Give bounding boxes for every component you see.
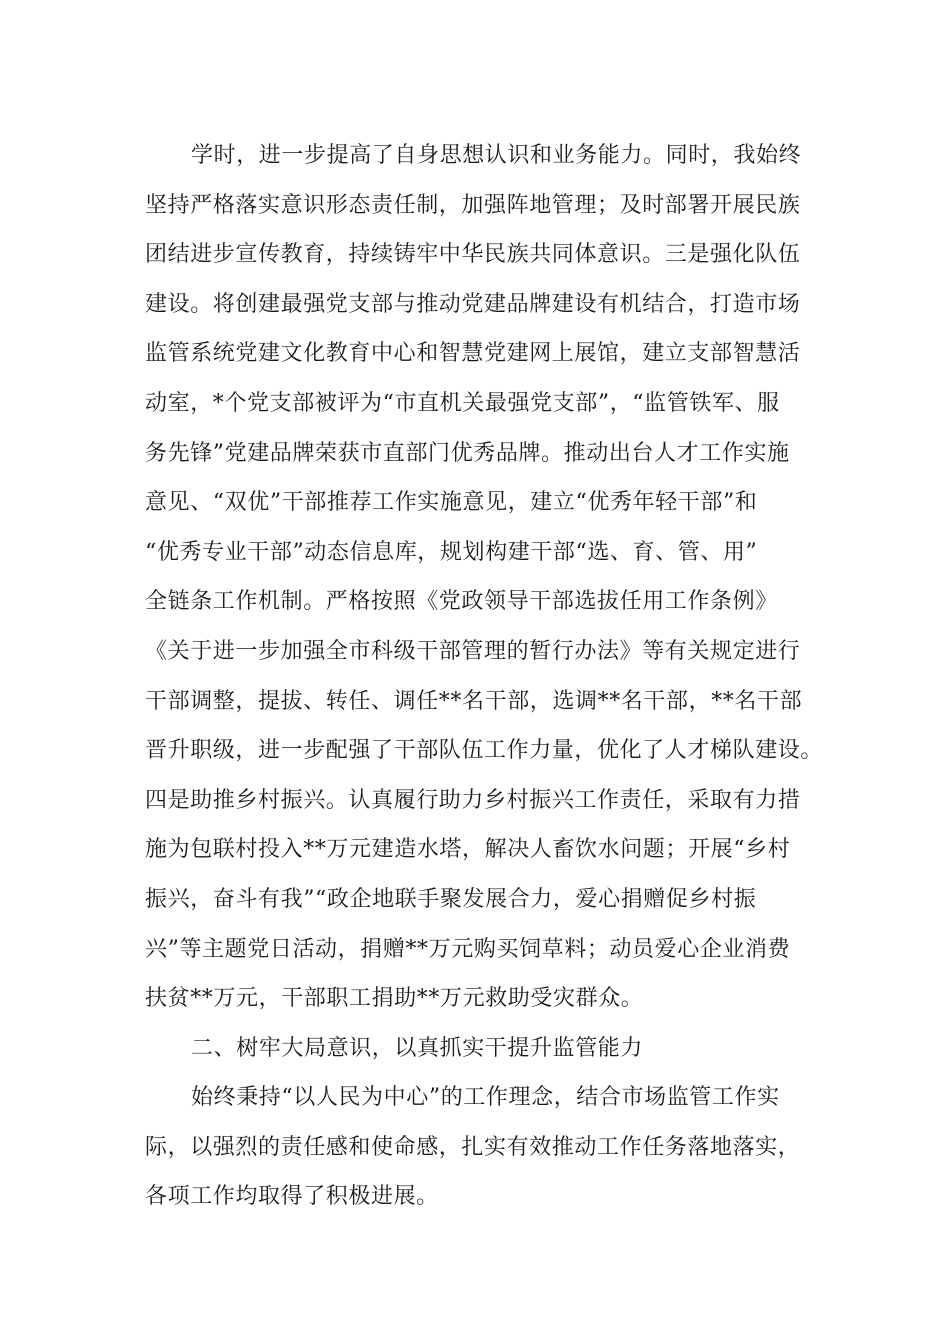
- text-line: 四是助推乡村振兴。认真履行助力乡村振兴工作责任，采取有力措: [145, 787, 801, 813]
- text-line: 学时，进一步提高了自身思想认识和业务能力。同时，我始终: [191, 143, 802, 168]
- text-line: 各项工作均取得了积极进展。: [145, 1184, 439, 1210]
- text-line: 建设。将创建最强党支部与推动党建品牌建设有机结合，打造市场: [145, 291, 801, 317]
- body-text: [145, 131, 825, 1222]
- text-line: “优秀专业干部”动态信息库，规划构建干部“选、育、管、用”: [145, 539, 758, 565]
- text-line: 扶贫**万元，干部职工捐助**万元救助受灾群众。: [145, 986, 644, 1012]
- text-line: 坚持严格落实意识形态责任制，加强阵地管理；及时部署开展民族: [145, 192, 801, 218]
- text-line: 监管系统党建文化教育中心和智慧党建网上展馆，建立支部智慧活: [145, 341, 801, 367]
- text-line: 务先锋”党建品牌荣获市直部门优秀品牌。推动出台人才工作实施: [145, 440, 790, 466]
- text-line: 兴”等主题党日活动，捐赠**万元购买饲草料；动员爱心企业消费: [145, 936, 791, 962]
- text-line: 施为包联村投入**万元建造水塔，解决人畜饮水问题；开展“乡村: [145, 837, 791, 863]
- text-line: 干部调整，提拔、转任、调任**名干部，选调**名干部，**名干部: [145, 688, 803, 714]
- text-line: 振兴，奋斗有我”“政企地联手聚发展合力，爱心捐赠促乡村振: [145, 886, 757, 912]
- text-line: 二、树牢大局意识，以真抓实干提升监管能力: [191, 1035, 644, 1061]
- text-line: 始终秉持“以人民为中心”的工作理念，结合市场监管工作实: [191, 1085, 780, 1111]
- text-line: 《关于进一步加强全市科级干部管理的暂行办法》等有关规定进行: [145, 638, 801, 664]
- text-line: 动室，*个党支部被评为“市直机关最强党支部”，“监管铁军、服: [145, 390, 780, 416]
- text-line: 晋升职级，进一步配强了干部队伍工作力量，优化了人才梯队建设。: [145, 738, 824, 764]
- text-line: 意见、“双优”干部推荐工作实施意见，建立“优秀年轻干部”和: [145, 490, 758, 516]
- text-line: 全链条工作机制。严格按照《党政领导干部选拔任用工作条例》: [145, 589, 778, 615]
- text-line: 际，以强烈的责任感和使命感，扎实有效推动工作任务落地落实，: [145, 1134, 801, 1160]
- text-line: 团结进步宣传教育，持续铸牢中华民族共同体意识。三是强化队伍: [145, 242, 801, 268]
